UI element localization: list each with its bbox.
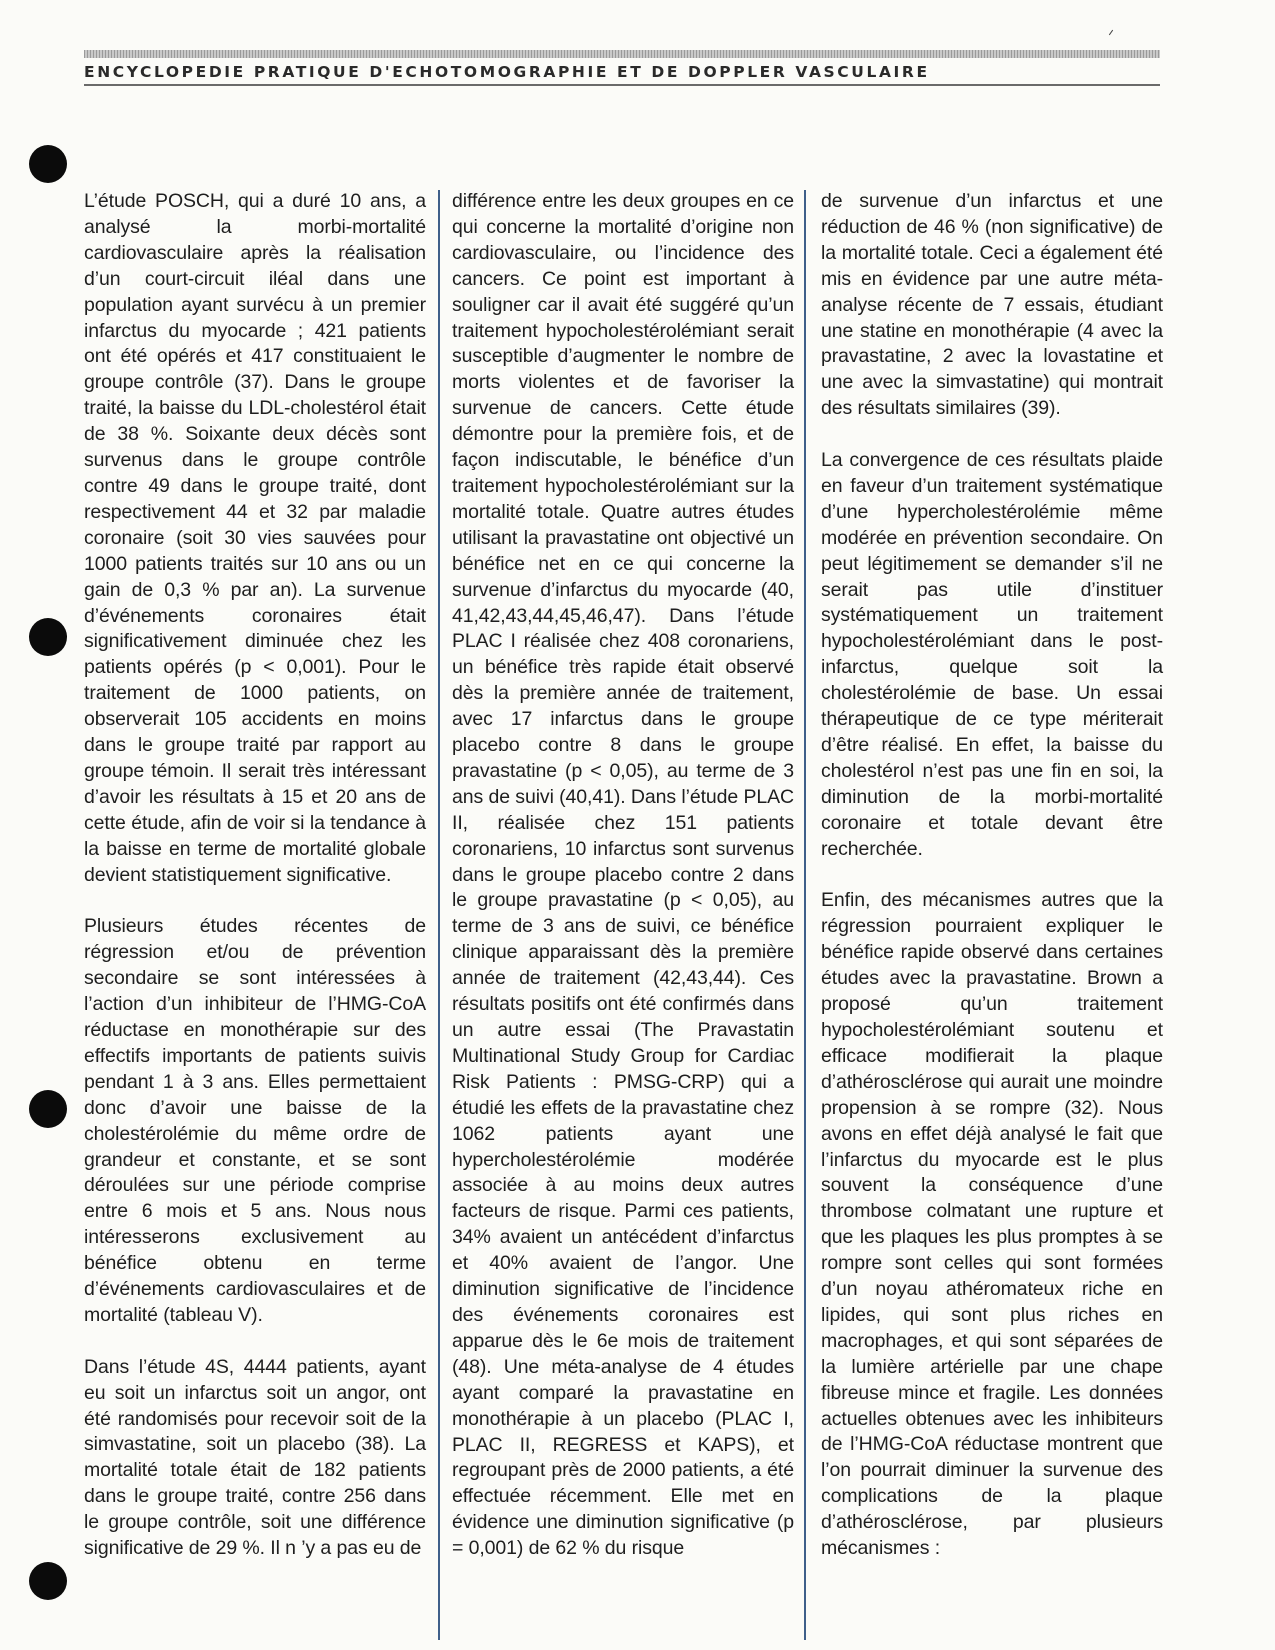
paragraph: L’étude POSCH, qui a duré 10 ans, a analysé la morbi-mortalité cardiovasculaire après la réalisation d’un court-circuit iléal dans une population ayant survécu à un premier infarctus du myocarde ; 421 patients ont été opérés et 417 constituaient le groupe contrôle (37). Dans le groupe traité, la baisse du LDL-cholestérol était de 38 %. Soixante deux décès sont survenus dans le groupe contrôle contre 49 dans le groupe traité, dont respectivement 44 et 32 par maladie coronaire (soit 30 vies sauvées pour 1000 patients traités sur 10 ans ou un gain de 0,3 % par an). La survenue d’événements coronaires était significativement diminuée chez les patients opérés (p < 0,001). Pour le traitement de 1000 patients, on observerait 105 accidents en moins dans le groupe traité par rapport au groupe témoin. Il serait très intéressant d’avoir les résultats à 15 et 20 ans de cette étude, afin de voir si la tendance à la baisse en terme de mortalité globale devient statistiquement significative. bbox=[84, 190, 426, 886]
paragraph: Plusieurs études récentes de régression et/ou de prévention secondaire se sont intéressées à l’action d’un inhibiteur de l’HMG-CoA réductase en monothérapie sur des effectifs importants de patients suivis pendant 1 à 3 ans. Elles permettaient donc d’avoir une baisse de la cholestérolémie du même ordre de grandeur et constante, et se sont déroulées sur une période comprise entre 6 mois et 5 ans. Nous nous intéresserons exclusivement au bénéfice obtenu en terme d’événements cardiovasculaires et de mortalité (tableau V). bbox=[84, 915, 426, 1326]
header-rule bbox=[84, 84, 1160, 86]
paragraph: différence entre les deux groupes en ce qui concerne la mortalité d’origine non cardiovasculaire, ou l’incidence des cancers. Ce point est important à souligner car il avait été suggéré qu’un traitement hypocholestérolémiant serait susceptible d’augmenter le nombre de morts violentes et de favoriser la survenue de cancers. Cette étude démontre pour la première fois, et de façon indiscutable, le bénéfice d’un traitement hypocholestérolémiant sur la mortalité totale. Quatre autres études utilisant la pravastatine ont objectivé un bénéfice net en ce qui concerne la survenue d’infarctus du myocarde (40, 41,42,43,44,45,46,47). Dans l’étude PLAC I réalisée chez 408 coronariens, un bénéfice très rapide était observé dès la première année de traitement, avec 17 infarctus dans le groupe placebo contre 8 dans le groupe pravastatine (p < 0,05), au terme de 3 ans de suivi (40,41). Dans l’étude PLAC II, réalisée chez 151 patients coronariens, 10 infarctus sont survenus dans le groupe placebo contre 2 dans le groupe pravastatine (p < 0,05), au terme de 3 ans de suivi, ce bénéfice clinique apparaissant dès la première année de traitement (42,43,44). Ces résultats positifs ont été confirmés dans un autre essai (The Pravastatin Multinational Study Group for Cardiac Risk Patients : PMSG-CRP) qui a étudié les effets de la pravastatine chez 1062 patients ayant une hypercholestérolémie modérée associée à au moins deux autres facteurs de risque. Parmi ces patients, 34% avaient un antécédent d’infarctus et 40% avaient de l’angor. Une diminution significative de l’incidence des événements coronaires est apparue dès le 6e mois de traitement (48). Une méta-analyse de 4 études ayant comparé la pravastatine en monothérapie à un placebo (PLAC I, PLAC II, REGRESS et KAPS), et regroupant près de 2000 patients, a été effectuée récemment. Elle met en évidence une diminution significative (p = 0,001) de 62 % du risque bbox=[452, 190, 794, 1560]
binder-hole-icon bbox=[29, 1090, 67, 1128]
paragraph: Enfin, des mécanismes autres que la régression pourraient expliquer le bénéfice rapide observé dans certaines études avec la pravastatine. Brown a proposé qu’un traitement hypocholestérolémiant soutenu et efficace modifierait la plaque d’athérosclérose qui aurait une moindre propension à se rompre (32). Nous avons en effet déjà analysé le fait que l’infarctus du myocarde est le plus souvent la conséquence d’une thrombose colmatant une rupture et que les plaques les plus promptes à se rompre sont celles qui sont formées d’un noyau athéromateux riche en lipides, qui sont plus riches en macrophages, et qui sont séparées de la lumière artérielle par une chape fibreuse mince et fragile. Les données actuelles obtenues avec les inhibiteurs de l’HMG-CoA réductase montrent que l’on pourrait diminuer la survenue des complications de la plaque d’athérosclérose, par plusieurs mécanismes : bbox=[821, 889, 1163, 1560]
column-divider bbox=[804, 190, 806, 1640]
paragraph: de survenue d’un infarctus et une réduction de 46 % (non significative) de la mortalité totale. Ceci a également été mis en évidence par une autre méta-analyse récente de 7 essais, étudiant une statine en monothérapie (4 avec la pravastatine, 2 avec la lovastatine et une avec la simvastatine) qui montrait des résultats similaires (39). bbox=[821, 190, 1163, 420]
text-column-3 bbox=[821, 189, 1163, 1562]
text-column-2 bbox=[452, 189, 794, 1562]
pen-mark bbox=[1109, 30, 1113, 35]
paragraph: La convergence de ces résultats plaide en faveur d’un traitement systématique d’une hypercholestérolémie même modérée en prévention secondaire. On peut légitimement se demander s’il ne serait pas utile d’instituer systématiquement un traitement hypocholestérolémiant dans le post-infarctus, quelque soit la cholestérolémie de base. Un essai thérapeutique de ce type mériterait d’être réalisé. En effet, la baisse du cholestérol n’est pas une fin en soi, la diminution de la morbi-mortalité coronaire et totale devant être recherchée. bbox=[821, 449, 1163, 860]
text-column-1 bbox=[84, 189, 426, 1562]
column-divider bbox=[438, 190, 440, 1640]
paragraph: Dans l’étude 4S, 4444 patients, ayant eu soit un infarctus soit un angor, ont été randomisés pour recevoir soit de la simvastatine, soit un placebo (38). La mortalité totale était de 182 patients dans le groupe traité, contre 256 dans le groupe contrôle, soit une différence significative de 29 %. Il n ’y a pas eu de bbox=[84, 1355, 426, 1560]
binder-hole-icon bbox=[29, 1562, 67, 1600]
binder-hole-icon bbox=[29, 618, 67, 656]
binder-hole-icon bbox=[29, 145, 67, 183]
header-hatch-bar bbox=[84, 50, 1160, 58]
running-header: ENCYCLOPEDIE PRATIQUE D'ECHOTOMOGRAPHIE ET DE DOPPLER VASCULAIRE bbox=[84, 63, 930, 81]
